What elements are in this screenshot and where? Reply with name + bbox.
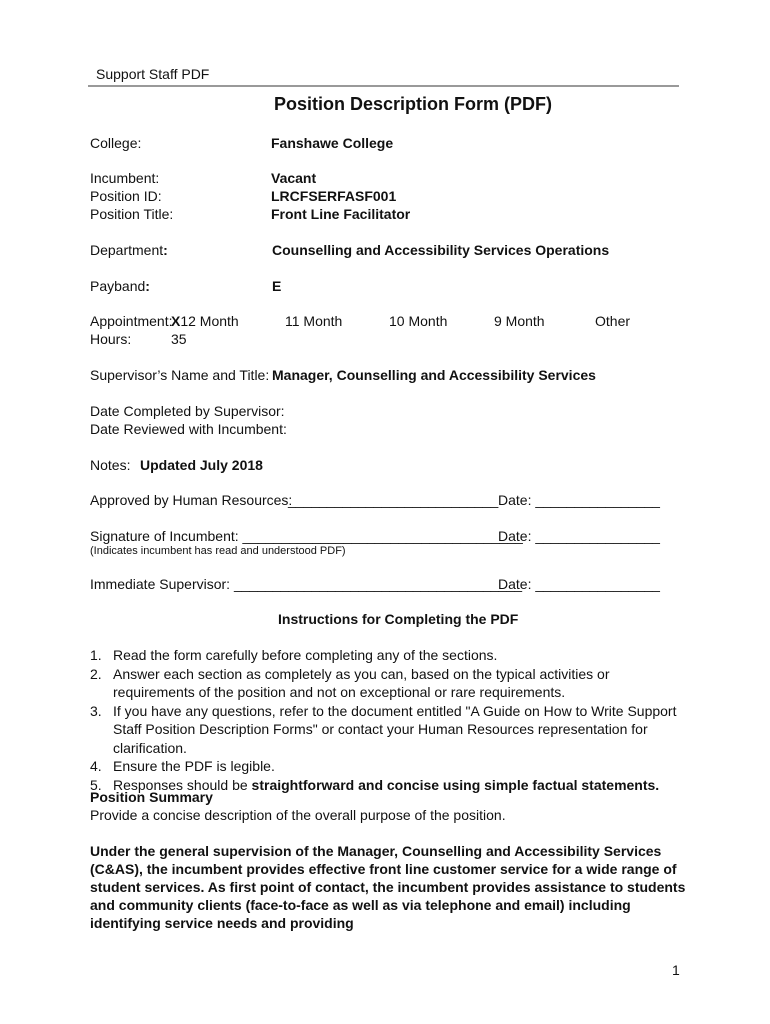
page-number: 1 <box>672 962 680 978</box>
instruction-text: Read the form carefully before completing any of the sections. <box>113 647 498 663</box>
appointment-option-other[interactable]: Other <box>595 313 631 329</box>
incumbent-value: Vacant <box>271 170 317 186</box>
instruction-item <box>90 702 690 758</box>
incumbent-signature-field[interactable]: Signature of Incumbent: ____________________________________ <box>90 528 523 544</box>
payband-colon: : <box>145 278 150 294</box>
college-value: Fanshawe College <box>271 135 394 151</box>
date-completed-label: Date Completed by Supervisor: <box>90 403 285 419</box>
appointment-option-10-month[interactable]: 10 Month <box>389 313 448 329</box>
hours-value: 35 <box>171 331 187 347</box>
appointment-option-label: 12 Month <box>180 313 239 329</box>
instruction-text: Responses should be <box>113 776 252 793</box>
header-label: Support Staff PDF <box>96 66 210 82</box>
instruction-text: Answer each section as completely as you can, based on the typical activities or requirements of the position and not on exceptional or rare requirements. <box>113 665 610 700</box>
appointment-option-12-month[interactable] <box>171 313 239 329</box>
notes-value: Updated July 2018 <box>140 457 263 473</box>
department-value: Counselling and Accessibility Services Operations <box>272 242 610 258</box>
appointment-option-9-month[interactable]: 9 Month <box>494 313 545 329</box>
instruction-number: 1. <box>90 647 102 663</box>
immediate-supervisor-date-field[interactable]: Date: ________________ <box>498 576 660 592</box>
instruction-number: 2. <box>90 665 102 682</box>
department-label <box>90 242 168 258</box>
position-title-label: Position Title: <box>90 206 174 222</box>
position-title-value: Front Line Facilitator <box>271 206 411 222</box>
position-id-value: LRCFSERFASF001 <box>271 188 397 204</box>
supervisor-label: Supervisor’s Name and Title: <box>90 367 270 383</box>
appointment-label: Appointment: <box>90 313 173 329</box>
college-label: College: <box>90 135 142 151</box>
instruction-number: 3. <box>90 702 102 719</box>
notes-label: Notes: <box>90 457 131 473</box>
instruction-number: 4. <box>90 758 102 774</box>
instructions-list <box>90 646 690 794</box>
approved-hr-label: Approved by Human Resources: <box>90 492 293 508</box>
approved-hr-date-field[interactable]: Date: ________________ <box>498 492 660 508</box>
supervisor-value: Manager, Counselling and Accessibility Services <box>272 367 596 383</box>
payband-value: E <box>272 278 282 294</box>
hours-label: Hours: <box>90 331 132 347</box>
summary-heading: Position Summary <box>90 789 213 805</box>
payband-label-text: Payband <box>90 278 146 294</box>
department-colon: : <box>163 242 168 258</box>
instruction-emphasis: straightforward and concise using simple factual statements. <box>251 776 660 793</box>
summary-subtext: Provide a concise description of the overall purpose of the position. <box>90 807 506 823</box>
instruction-item <box>90 757 690 776</box>
instruction-text: If you have any questions, refer to the document entitled "A Guide on How to Write Support Staff Position Description Forms" or contact your Human Resources representation for clarification. <box>113 702 677 756</box>
instruction-item <box>90 665 690 702</box>
instructions-heading: Instructions for Completing the PDF <box>278 611 519 627</box>
immediate-supervisor-field[interactable]: Immediate Supervisor: _____________________________________ <box>90 576 523 592</box>
incumbent-label: Incumbent: <box>90 170 160 186</box>
instruction-item <box>90 646 690 665</box>
incumbent-signature-note: (Indicates incumbent has read and understood PDF) <box>90 545 346 557</box>
appointment-option-11-month[interactable]: 11 Month <box>285 313 343 329</box>
page-title: Position Description Form (PDF) <box>274 94 553 114</box>
department-label-text: Department <box>90 242 164 258</box>
header-divider <box>88 85 679 87</box>
instruction-text: Ensure the PDF is legible. <box>113 758 275 774</box>
position-id-label: Position ID: <box>90 188 162 204</box>
incumbent-date-field[interactable]: Date: ________________ <box>498 528 660 544</box>
date-reviewed-label: Date Reviewed with Incumbent: <box>90 421 287 437</box>
summary-body: Under the general supervision of the Manager, Counselling and Accessibility Services (C&AS), the incumbent provides effective front line customer service for a wide range of student services. As first point of contact, the incumbent provides assistance to students and community clients (face-to-face as well as via telephone and email) including identifying service needs and providing <box>90 843 686 931</box>
approved-hr-signature-line[interactable]: ___________________________ <box>288 492 499 508</box>
instruction-number: 5. <box>90 776 102 793</box>
appointment-selected-mark: X <box>171 313 181 329</box>
payband-label <box>90 278 150 294</box>
